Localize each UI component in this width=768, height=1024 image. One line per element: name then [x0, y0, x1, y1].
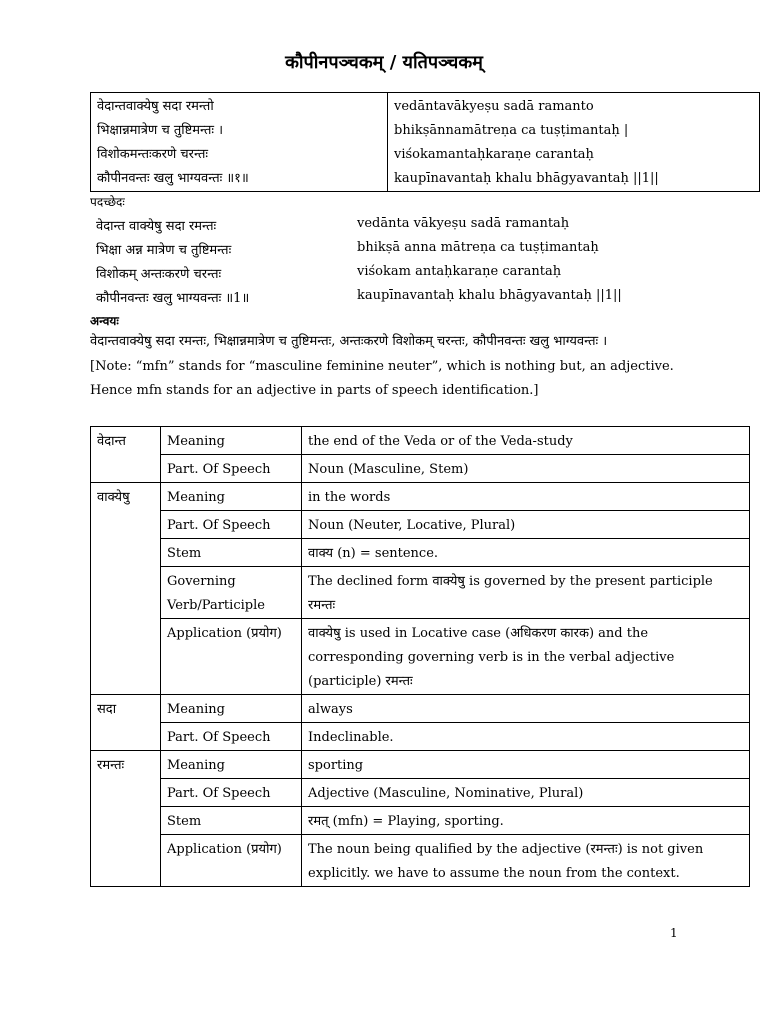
table-row — [91, 483, 750, 511]
padaccheda-translit: kaupīnavantaḥ khalu bhāgyavantaḥ ||1|| — [357, 288, 622, 303]
verse-row — [91, 93, 760, 192]
attribute-value: Indeclinable. — [302, 723, 750, 751]
attribute-label: Meaning — [161, 695, 302, 723]
table-row — [91, 427, 750, 455]
padaccheda-sanskrit: वेदान्त वाक्येषु सदा रमन्तः — [96, 219, 217, 234]
attribute-value: in the words — [302, 483, 750, 511]
table-row — [91, 695, 750, 723]
table-row — [91, 567, 750, 619]
table-row — [91, 835, 750, 887]
note-line: [Note: “mfn” stands for “masculine feminine neuter”, which is nothing but, an adjective. — [90, 359, 674, 374]
page-title: कौपीनपञ्चकम् / यतिपञ्चकम् — [285, 52, 483, 73]
verse-line-sanskrit: विशोकमन्तःकरणे चरन्तः — [97, 147, 209, 162]
word-cell: सदा — [91, 695, 161, 751]
table-row — [91, 619, 750, 695]
word-cell: रमन्तः — [91, 751, 161, 887]
attribute-label: Part. Of Speech — [161, 779, 302, 807]
attribute-value: The noun being qualified by the adjective (रमन्तः) is not given explicitly. we have to assume the noun from the context. — [302, 835, 750, 887]
attribute-value: sporting — [302, 751, 750, 779]
attribute-value: The declined form वाक्येषु is governed by the present participle रमन्तः — [302, 567, 750, 619]
verse-translit-cell — [388, 93, 760, 192]
attribute-label: Part. Of Speech — [161, 723, 302, 751]
table-row — [91, 539, 750, 567]
note-line: Hence mfn stands for an adjective in parts of speech identification.] — [90, 383, 539, 398]
word-cell: वाक्येषु — [91, 483, 161, 695]
verse-line-translit: kaupīnavantaḥ khalu bhāgyavantaḥ ||1|| — [394, 171, 659, 186]
verse-line-sanskrit: कौपीनवन्तः खलु भाग्यवन्तः ॥१॥ — [97, 171, 249, 186]
table-row — [91, 455, 750, 483]
attribute-label: Part. Of Speech — [161, 455, 302, 483]
attribute-value: रमत् (mfn) = Playing, sporting. — [302, 807, 750, 835]
attribute-label: Meaning — [161, 427, 302, 455]
attribute-label: Meaning — [161, 751, 302, 779]
attribute-label: Stem — [161, 539, 302, 567]
padaccheda-sanskrit: विशोकम् अन्तःकरणे चरन्तः — [96, 267, 222, 282]
padaccheda-translit: vedānta vākyeṣu sadā ramantaḥ — [357, 216, 570, 231]
table-row — [91, 723, 750, 751]
attribute-value: Noun (Masculine, Stem) — [302, 455, 750, 483]
padaccheda-label: पदच्छेदः — [90, 195, 125, 209]
attribute-label: Application (प्रयोग) — [161, 619, 302, 695]
verse-line-translit: vedāntavākyeṣu sadā ramanto — [394, 99, 594, 114]
word-cell: वेदान्त — [91, 427, 161, 483]
anvaya-label: अन्वयः — [90, 314, 119, 328]
attribute-label: Meaning — [161, 483, 302, 511]
anvaya-text: वेदान्तवाक्येषु सदा रमन्तः, भिक्षान्नमात्रेण च तुष्टिमन्तः, अन्तःकरणे विशोकम् चरन्तः, कौपीनवन्तः खलु भाग्यवन्तः । — [90, 334, 608, 349]
padaccheda-sanskrit: भिक्षा अन्न मात्रेण च तुष्टिमन्तः — [96, 243, 232, 258]
table-row — [91, 779, 750, 807]
attribute-value: Noun (Neuter, Locative, Plural) — [302, 511, 750, 539]
attribute-value: वाक्य (n) = sentence. — [302, 539, 750, 567]
table-row — [91, 807, 750, 835]
page-number: 1 — [670, 926, 678, 940]
attribute-value: Adjective (Masculine, Nominative, Plural) — [302, 779, 750, 807]
verse-line-sanskrit: वेदान्तवाक्येषु सदा रमन्तो — [97, 99, 214, 114]
verse-table — [90, 92, 760, 192]
attribute-label: Part. Of Speech — [161, 511, 302, 539]
attribute-label: Application (प्रयोग) — [161, 835, 302, 887]
verse-line-sanskrit: भिक्षान्नमात्रेण च तुष्टिमन्तः । — [97, 123, 224, 138]
verse-line-translit: bhikṣānnamātreṇa ca tuṣṭimantaḥ | — [394, 123, 629, 138]
attribute-value: always — [302, 695, 750, 723]
attribute-value: the end of the Veda or of the Veda-study — [302, 427, 750, 455]
word-analysis-table — [90, 426, 750, 887]
attribute-label: Stem — [161, 807, 302, 835]
attribute-label: Governing Verb/Participle — [161, 567, 302, 619]
verse-sanskrit-cell — [91, 93, 388, 192]
padaccheda-translit: viśokam antaḥkaraṇe carantaḥ — [357, 264, 562, 279]
attribute-value: वाक्येषु is used in Locative case (अधिकरण कारक) and the corresponding governing verb is in the verbal adjective (participle) रमन्तः — [302, 619, 750, 695]
verse-line-translit: viśokamantaḥkaraṇe carantaḥ — [394, 147, 594, 162]
padaccheda-translit: bhikṣā anna mātreṇa ca tuṣṭimantaḥ — [357, 240, 599, 255]
table-row — [91, 511, 750, 539]
table-row — [91, 751, 750, 779]
padaccheda-sanskrit: कौपीनवन्तः खलु भाग्यवन्तः ॥1॥ — [96, 291, 250, 306]
